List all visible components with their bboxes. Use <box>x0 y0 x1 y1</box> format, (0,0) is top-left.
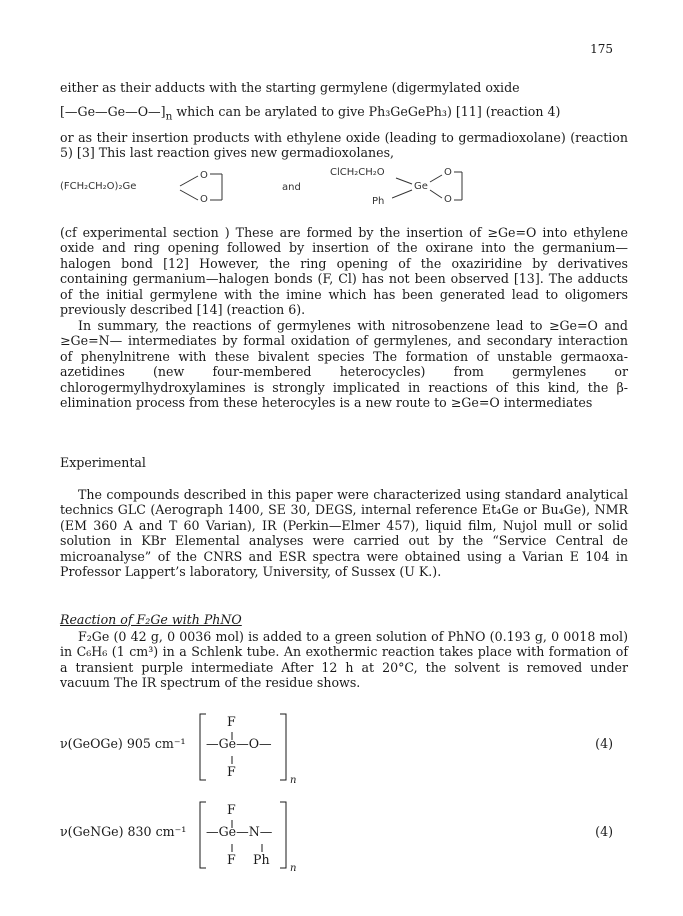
page-number: 175 <box>590 42 613 56</box>
ring-oxygen-bottom-left: O <box>200 194 208 205</box>
eq1-label: ν(GeOGe) 905 cm⁻¹ <box>60 736 186 751</box>
ring-oxygen-bottom-right: O <box>444 194 452 205</box>
eq2-subscript: n <box>290 863 297 874</box>
eq2-top-atom: F <box>227 802 236 817</box>
formula-digermylated-oxide <box>60 104 628 123</box>
section-heading-experimental: Experimental <box>60 455 146 470</box>
subheading-reaction: Reaction of F₂Ge with PhNO <box>60 612 242 627</box>
eq1-number: (4) <box>595 736 613 751</box>
structure-right-ge: Ge <box>414 181 428 192</box>
eq2-chain: —Ge—N— <box>206 824 273 839</box>
formula-1-text: which can be arylated to give Ph₃GeGePh₃) [11] (reaction 4) <box>172 104 561 119</box>
formula-1: [—Ge—Ge—O—] <box>60 104 166 119</box>
dioxolane-ring-right <box>392 166 472 208</box>
structure-left <box>60 181 136 192</box>
structure-and: and <box>282 182 301 193</box>
eq2-bottom-atom-f: F <box>227 852 236 867</box>
ring-oxygen-top-right: O <box>444 167 452 178</box>
eq1-subscript: n <box>290 775 297 786</box>
eq2-number: (4) <box>595 824 613 839</box>
eq1-chain: —Ge—O— <box>206 736 272 751</box>
eq2-label: ν(GeNGe) 830 cm⁻¹ <box>60 824 187 839</box>
paragraph-5: The compounds described in this paper were characterized using standard analytical technics GLC (Aerograph 1400, SE 30, DEGS, internal reference Et₄Ge or Bu₄Ge), NMR (EM 360 A and T 60 Varian), IR (Perkin—Elmer 457), liquid film, Nujol mull or solid solution in KBr Elemental analyses were carried out by the “Service Central de microanalyse” of the CNRS and ESR spectra were obtained using a Varian E 104 in Professor Lappert’s laboratory, University, of Sussex (U K.). <box>60 487 628 580</box>
paragraph-2: or as their insertion products with ethylene oxide (leading to germadioxolane) (reaction 5) [3] This last reaction gives new germadioxolanes, <box>60 130 628 161</box>
structure-right-ph: Ph <box>372 196 385 207</box>
ring-oxygen-top-left: O <box>200 170 208 181</box>
paragraph-1: either as their adducts with the starting germylene (digermylated oxide <box>60 80 520 95</box>
eq1-top-atom: F <box>227 714 236 729</box>
structure-right-substituent: ClCH₂CH₂O <box>330 167 385 178</box>
dioxolane-ring-left <box>178 168 238 206</box>
paragraph-4: In summary, the reactions of germylenes with nitrosobenzene lead to ≥Ge=O and ≥Ge=N— intermediates by formal oxidation of germylenes, and secondary interaction of phenylnitrene with these bivalent species The formation of unstable germaoxa-azetidines (new four-membered heterocycles) from germylenes or chlorogermylhydroxylamines is strongly implicated in reactions of this kind, the β-elimination process from these heterocyles is a new route to ≥Ge=O intermediates <box>60 318 628 411</box>
eq1-bottom-atom: F <box>227 764 236 779</box>
structure-left-formula: (FCH₂CH₂O)₂Ge <box>60 181 137 192</box>
eq2-bottom-atom-ph: Ph <box>253 852 270 867</box>
formula-1-subscript: n <box>165 110 173 123</box>
paragraph-6: F₂Ge (0 42 g, 0 0036 mol) is added to a green solution of PhNO (0.193 g, 0 0018 mol) in C₆H₆ (1 cm³) in a Schlenk tube. An exothermic reaction takes place with formation of a transient purple intermediate After 12 h at 20°C, the solvent is removed under vacuum The IR spectrum of the residue shows. <box>60 629 628 691</box>
paragraph-3: (cf experimental section ) These are formed by the insertion of ≥Ge=O into ethylene oxide and ring opening followed by insertion of the oxirane into the germanium—halogen bond [12] However, the ring opening of the oxaziridine by derivatives containing germanium—halogen bonds (F, Cl) has not been observed [13]. The adducts of the initial germylene with the imine which has been generated lead to oligomers previously described [14] (reaction 6). <box>60 225 628 318</box>
